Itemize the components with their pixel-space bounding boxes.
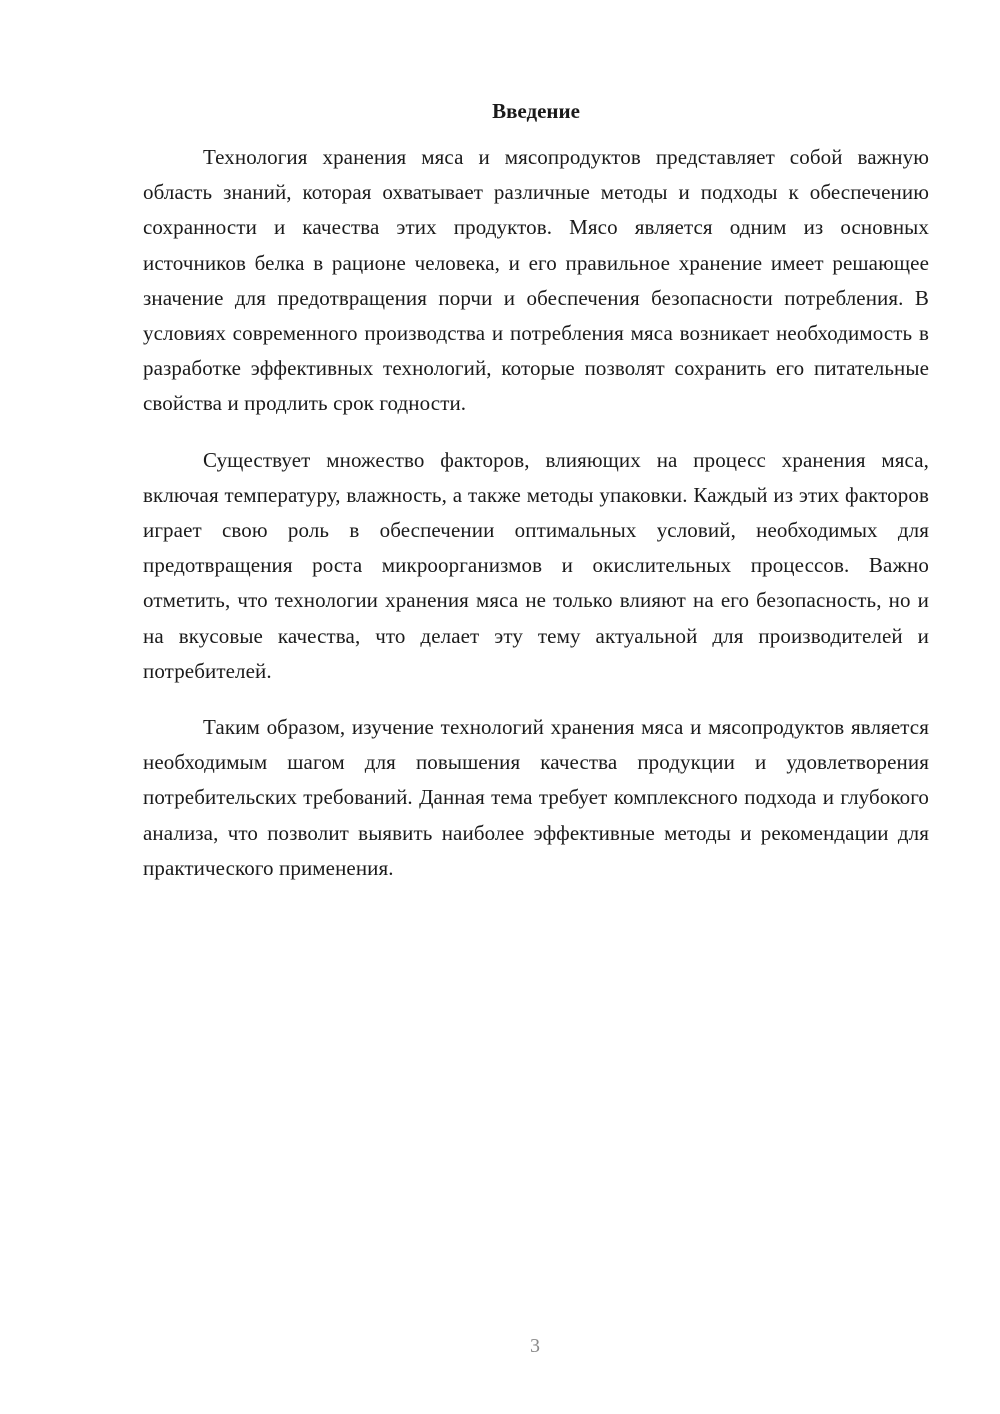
page-number: 3	[530, 1335, 540, 1357]
page-content	[143, 96, 929, 907]
paragraph-1: Технология хранения мяса и мясопродуктов представляет собой важную область знаний, которая охватывает различные методы и подходы к обеспечению сохранности и качества этих продуктов. Мясо является одним из основных источников белка в рационе человека, и его правильное хранение имеет решающее значение для предотвращения порчи и обеспечения безопасности потребления. В условиях современного производства и потребления мяса возникает необходимость в разработке эффективных технологий, которые позволят сохранить его питательные свойства и продлить срок годности.	[143, 145, 929, 416]
section-title: Введение	[492, 99, 580, 123]
paragraph-3: Таким образом, изучение технологий хранения мяса и мясопродуктов является необходимым шагом для повышения качества продукции и удовлетворения потребительских требований. Данная тема требует комплексного подхода и глубокого анализа, что позволит выявить наиболее эффективные методы и рекомендации для практического применения.	[143, 715, 929, 880]
paragraph-2: Существует множество факторов, влияющих на процесс хранения мяса, включая температуру, влажность, а также методы упаковки. Каждый из этих факторов играет свою роль в обеспечении оптимальных условий, необходимых для предотвращения роста микроорганизмов и окислительных процессов. Важно отметить, что технологии хранения мяса не только влияют на его безопасность, но и на вкусовые качества, что делает эту тему актуальной для производителей и потребителей.	[143, 447, 929, 683]
